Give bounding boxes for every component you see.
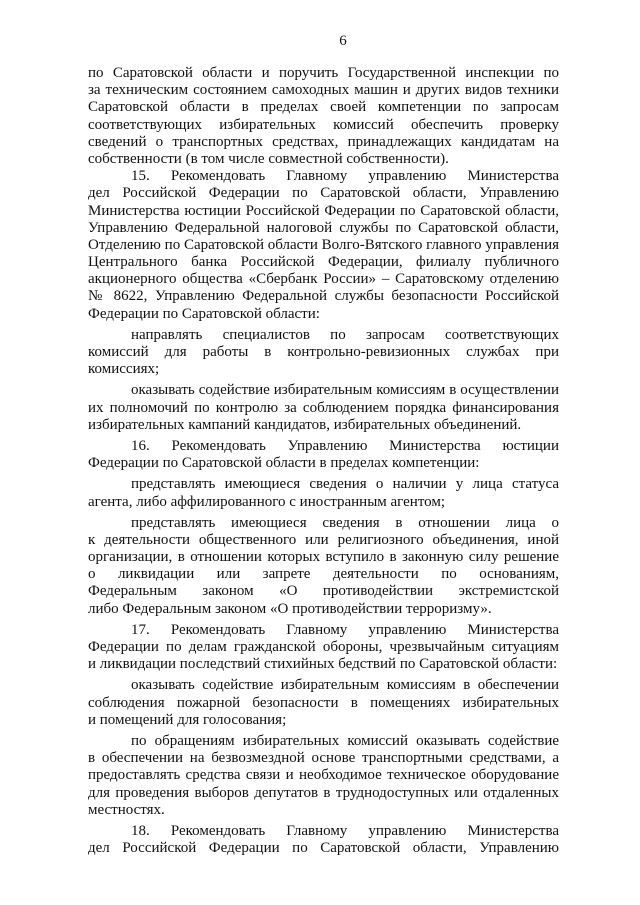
paragraph [88, 327, 559, 379]
text-line: о ликвидации или запрете деятельности по основаниям, [88, 566, 559, 583]
text-line: Федеральным законом «О противодействии экстремистской [88, 583, 559, 600]
text-line: их полномочий по контролю за соблюдением порядка финансирования [88, 399, 559, 416]
paragraph [88, 622, 559, 674]
text-line: Федерации по Саратовской области: [88, 305, 320, 322]
text-line: 15. Рекомендовать Главному управлению Министерства [131, 168, 559, 185]
text-line: Федерации по Саратовской области в пределах компетенции: [88, 455, 480, 472]
text-line: к деятельности общественного или религиозного объединения, иной [88, 531, 559, 548]
text-line: местностях. [88, 801, 165, 818]
text-line: сведений о транспортных средствах, принадлежащих кандидатам на [88, 133, 559, 150]
text-line: 18. Рекомендовать Главному управлению Министерства [131, 822, 559, 839]
text-line: дел Российской Федерации по Саратовской области, Управлению [88, 185, 559, 202]
text-line: и ликвидации последствий стихийных бедствий по Саратовской области: [88, 656, 558, 673]
text-line: комиссиях; [88, 361, 160, 378]
text-line: по Саратовской области и поручить Государственной инспекции по [88, 65, 559, 81]
document-body [88, 65, 559, 857]
text-line: Управлению Федеральной налоговой службы по Саратовской области, [88, 219, 559, 236]
text-line: в обеспечении на безвозмездной основе транспортными средствами, а [88, 750, 559, 767]
text-line: представлять имеющиеся сведения о наличии у лица статуса [131, 476, 559, 493]
paragraph [88, 168, 559, 323]
text-line: Отделению по Саратовской области Волго-Вятского главного управления [88, 236, 559, 253]
text-line: организации, в отношении которых вступило в законную силу решение [88, 549, 559, 566]
text-line: за техническим состоянием самоходных машин и других видов техники [88, 82, 559, 99]
text-line: собственности (в том числе совместной собственности). [88, 150, 449, 167]
paragraph [88, 438, 559, 472]
text-line: акционерного общества «Сбербанк России» – Саратовскому отделению [88, 271, 559, 288]
text-line: представлять имеющиеся сведения в отношении лица о [131, 514, 559, 531]
paragraph [88, 823, 559, 857]
text-line: Министерства юстиции Российской Федерации по Саратовской области, [88, 202, 559, 219]
paragraph [88, 733, 559, 819]
text-line: соответствующих избирательных комиссий обеспечить проверку [88, 116, 559, 133]
text-line: оказывать содействие избирательным комиссиям в обеспечении [131, 677, 559, 694]
text-line: и помещений для голосования; [88, 711, 287, 728]
paragraph [88, 677, 559, 729]
paragraph [88, 65, 559, 168]
text-line: Центрального банка Российской Федерации, филиалу публичного [88, 254, 559, 271]
text-line: направлять специалистов по запросам соответствующих [131, 326, 559, 343]
text-line: оказывать содействие избирательным комиссиям в осуществлении [131, 382, 559, 399]
paragraph [88, 476, 559, 510]
text-line: Саратовской области в пределах своей компетенции по запросам [88, 99, 559, 116]
text-line: комиссий для работы в контрольно-ревизионных службах при [88, 344, 559, 360]
text-line: 16. Рекомендовать Управлению Министерства юстиции [131, 437, 559, 454]
paragraph [88, 515, 559, 618]
text-line: для проведения выборов депутатов в труднодоступных или отдаленных [88, 784, 559, 801]
text-line: 17. Рекомендовать Главному управлению Министерства [131, 621, 559, 638]
text-line: № 8622, Управлению Федеральной службы безопасности Российской [88, 288, 559, 305]
page-number: 6 [339, 33, 347, 49]
text-line: либо Федеральным законом «О противодействии терроризму». [88, 600, 492, 617]
paragraph [88, 382, 559, 434]
text-line: соблюдения пожарной безопасности в помещениях избирательных [88, 694, 559, 711]
text-line: Федерации по делам гражданской обороны, чрезвычайным ситуациям [88, 639, 559, 655]
text-line: предоставлять средства связи и необходимое техническое оборудование [88, 767, 559, 784]
text-line: избирательных кампаний кандидатов, избирательных объединений. [88, 416, 522, 433]
text-line: агента, либо аффилированного с иностранным агентом; [88, 493, 446, 510]
text-line: дел Российской Федерации по Саратовской области, Управлению [88, 840, 559, 857]
text-line: по обращениям избирательных комиссий оказывать содействие [131, 732, 559, 749]
